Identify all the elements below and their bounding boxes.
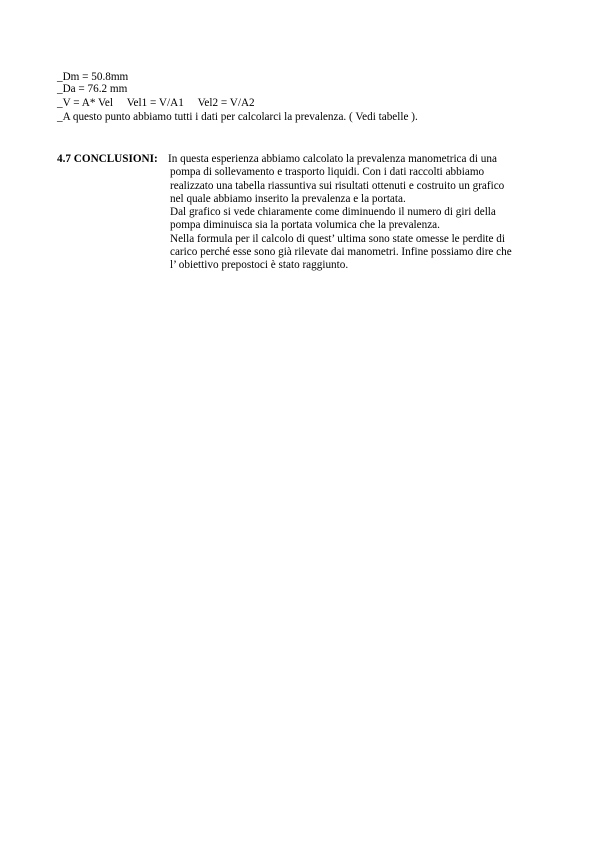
paragraph-line: realizzato una tabella riassuntiva sui risultati ottenuti e costruito un grafico [170,179,505,192]
paragraph-line: l’ obiettivo prepostoci è stato raggiunto. [170,259,349,272]
formula-da: _Da = 76.2 mm [57,83,128,95]
formula-dm: _Dm = 50.8mm [57,71,129,83]
paragraph-line: Nella formula per il calcolo di quest’ ultima sono state omesse le perdite di [170,232,506,245]
formula-note: _A questo punto abbiamo tutti i dati per calcolarci la prevalenza. ( Vedi tabelle ). [57,111,418,123]
paragraph-line: In questa esperienza abbiamo calcolato la prevalenza manometrica di una [168,153,497,165]
section-heading-conclusions: 4.7 CONCLUSIONI: [57,153,158,165]
conclusions-paragraph [168,153,548,273]
paragraph-line: pompa di sollevamento e trasporto liquidi. Con i dati raccolti abbiamo [170,166,485,179]
paragraph-line: Dal grafico si vede chiaramente come diminuendo il numero di giri della [170,206,496,219]
formula-velocity: _V = A* Vel Vel1 = V/A1 Vel2 = V/A2 [57,97,255,109]
paragraph-line: pompa diminuisca sia la portata volumica che la prevalenza. [170,219,440,232]
paragraph-line: nel quale abbiamo inserito la prevalenza e la portata. [170,192,406,205]
paragraph-line: carico perché esse sono già rilevate dai manometri. Infine possiamo dire che [170,246,512,259]
